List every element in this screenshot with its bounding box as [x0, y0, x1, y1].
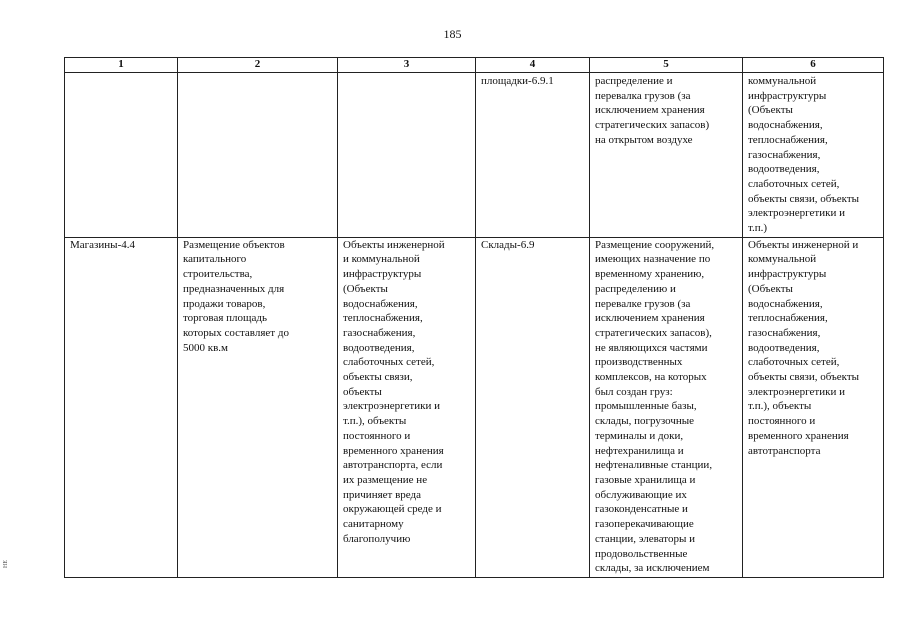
table-cell: Размещение объектов капитального строительства, предназначенных для продажи товаров, торговая площадь которых составляет до 5000 кв.м	[178, 237, 338, 577]
column-header: 6	[743, 58, 884, 73]
column-header: 4	[476, 58, 590, 73]
table-cell: Магазины-4.4	[65, 237, 178, 577]
table-cell	[65, 73, 178, 238]
land-use-table	[64, 57, 884, 578]
table-row	[65, 237, 884, 577]
column-header: 2	[178, 58, 338, 73]
column-header: 1	[65, 58, 178, 73]
column-header: 3	[338, 58, 476, 73]
table-cell: Размещение сооружений, имеющих назначение по временному хранению, распределению и перевалке грузов (за исключением хранения стратегических запасов), не являющихся частями производственных комплексов, на которых был создан груз: промышленные базы, склады, погрузочные терминалы и доки, нефтехранилища и нефтеналивные станции, газовые хранилища и обслуживающие их газоконденсатные и газоперекачивающие станции, элеваторы и продовольственные склады, за исключением	[590, 237, 743, 577]
table-cell: площадки-6.9.1	[476, 73, 590, 238]
table-cell: Объекты инженерной и коммунальной инфраструктуры (Объекты водоснабжения, теплоснабжения, газоснабжения, водоотведения, слаботочных сетей, объекты связи, объекты электроэнергетики и т.п.), объекты постоянного и временного хранения автотранспорта, если их размещение не причиняет вреда окружающей среде и санитарному благополучию	[338, 237, 476, 577]
page-number: 185	[443, 27, 462, 41]
table-header-row	[65, 58, 884, 73]
table-cell	[178, 73, 338, 238]
table-row	[65, 73, 884, 238]
table-cell: Объекты инженерной и коммунальной инфраструктуры (Объекты водоснабжения, теплоснабжения, газоснабжения, водоотведения, слаботочных сетей, объекты связи, объекты электроэнергетики и т.п.), объекты постоянного и временного хранения автотранспорта	[743, 237, 884, 577]
table-cell	[338, 73, 476, 238]
table-cell: распределение и перевалка грузов (за исключением хранения стратегических запасов) на открытом воздухе	[590, 73, 743, 238]
table-cell: коммунальной инфраструктуры (Объекты водоснабжения, теплоснабжения, газоснабжения, водоотведения, слаботочных сетей, объекты связи, объекты электроэнергетики и т.п.)	[743, 73, 884, 238]
margin-mark: HE	[3, 560, 9, 568]
table-cell: Склады-6.9	[476, 237, 590, 577]
column-header: 5	[590, 58, 743, 73]
